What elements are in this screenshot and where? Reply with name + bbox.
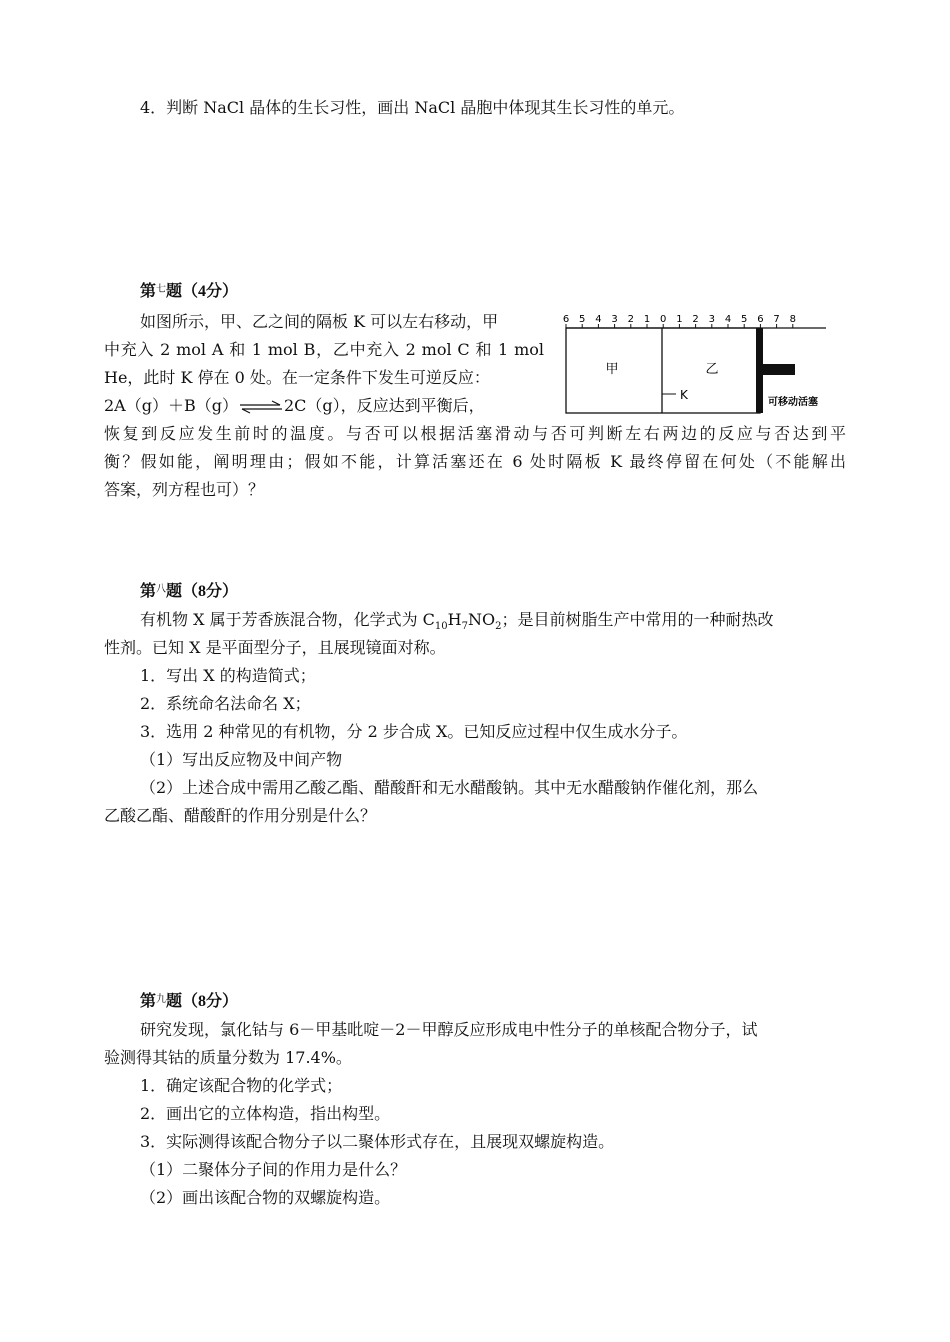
q7-title-pre: 第 — [140, 283, 157, 300]
q9-title-pre: 第 — [140, 993, 157, 1010]
scale-tick-label: 6 — [757, 314, 764, 325]
q9-item-3: 3．实际测得该配合物分子以二聚体形式存在，且展现双螺旋构造。 — [140, 1132, 615, 1151]
q9-title-post: 题（8分） — [166, 993, 239, 1010]
q8-intro-a: 有机物 X 属于芳香族混合物，化学式为 C — [140, 610, 435, 629]
q7-line-1: 如图所示，甲、乙之间的隔板 K 可以左右移动，甲 — [140, 312, 499, 331]
q8-intro-b: ；是目前树脂生产中常用的一种耐热改 — [501, 610, 774, 629]
q8-item-3: 3．选用 2 种常见的有机物，分 2 步合成 X。已知反应过程中仅生成水分子。 — [140, 722, 688, 741]
q7-eq-right: 2C（g），反应达到平衡后， — [283, 396, 485, 415]
chamber-jia-label: 甲 — [605, 362, 619, 377]
scale-tick-label: 0 — [660, 314, 667, 325]
q9-title-num: 九 — [156, 994, 167, 1005]
scale-tick-label: 1 — [643, 314, 651, 325]
q8-line-2: 性剂。已知 X 是平面型分子，且展现镜面对称。 — [104, 638, 446, 657]
scale-tick-label: 7 — [773, 314, 780, 325]
scale-tick-label: 3 — [611, 314, 618, 325]
q8-title-pre: 第 — [140, 583, 157, 600]
chamber-yi-label: 乙 — [705, 362, 719, 377]
scale-tick-label: 8 — [789, 314, 796, 325]
q7-title-post: 题（4分） — [166, 283, 239, 300]
q7-equation — [104, 394, 485, 418]
q7-para-3: 答案，列方程也可）？ — [104, 480, 265, 499]
q8-intro — [140, 608, 773, 639]
q8-item-5-line-2: 乙酸乙酯、醋酸酐的作用分别是什么？ — [104, 806, 377, 825]
q8-item-4: （1）写出反应物及中间产物 — [140, 750, 343, 769]
piston-plate[interactable] — [756, 328, 763, 413]
q8-title-post: 题（8分） — [166, 583, 239, 600]
piston-rod[interactable] — [763, 364, 795, 375]
q9-line-1: 研究发现，氯化钴与 6－甲基吡啶－2－甲醇反应形成电中性分子的单核配合物分子，试 — [140, 1020, 758, 1039]
q8-item-1: 1．写出 X 的构造简式； — [140, 666, 316, 685]
formula-sub-7: 7 — [461, 621, 468, 633]
q8-title — [140, 580, 238, 606]
formula-sub-2: 2 — [495, 621, 502, 633]
q9-item-4: （1）二聚体分子间的作用力是什么？ — [140, 1160, 407, 1179]
q7-para-2: 衡？假如能，阐明理由；假如不能，计算活塞还在 6 处时隔板 K 最终停留在何处（不能解出 — [104, 452, 846, 471]
q8-title-num: 八 — [156, 584, 167, 595]
scale-tick-label: 6 — [562, 314, 570, 325]
formula-sub-10: 10 — [434, 621, 448, 633]
q9-line-2: 验测得其钴的质量分数为 17.4%。 — [104, 1048, 352, 1067]
q7-line-2: 中充入 2 mol A 和 1 mol B，乙中充入 2 mol C 和 1 mol — [104, 340, 544, 359]
formula-no: NO — [467, 610, 496, 629]
partition-k-label: K — [680, 388, 688, 402]
q4-item: 4．判断 NaCl 晶体的生长习性，画出 NaCl 晶胞中体现其生长习性的单元。 — [140, 98, 685, 117]
piston-label: 可移动活塞 — [768, 397, 818, 408]
scale-tick-label: 4 — [724, 314, 732, 325]
q7-para-1: 恢复到反应发生前时的温度。与否可以根据活塞滑动与否可判断左右两边的反应与否达到平 — [104, 424, 846, 443]
scale-tick-label: 5 — [579, 314, 586, 325]
q9-title — [140, 990, 238, 1016]
scale-tick-label: 3 — [708, 314, 715, 325]
q7-line-3: He，此时 K 停在 0 处。在一定条件下发生可逆反应： — [104, 368, 490, 387]
q9-item-2: 2．画出它的立体构造，指出构型。 — [140, 1104, 391, 1123]
q7-title-num: 七 — [156, 284, 167, 295]
q9-item-5: （2）画出该配合物的双螺旋构造。 — [140, 1188, 391, 1207]
q9-item-1: 1．确定该配合物的化学式； — [140, 1076, 343, 1095]
piston-apparatus-diagram — [560, 312, 830, 418]
q7-title — [140, 280, 238, 306]
scale-tick-label: 2 — [692, 314, 699, 325]
scale-tick-label: 2 — [627, 314, 634, 325]
scale-tick-label: 4 — [595, 314, 602, 325]
formula-h: H — [447, 610, 462, 629]
container-box — [566, 328, 760, 413]
scale-tick-label: 1 — [676, 314, 683, 325]
q8-item-5-line-1: （2）上述合成中需用乙酸乙酯、醋酸酐和无水醋酸钠。其中无水醋酸钠作催化剂，那么 — [140, 778, 759, 797]
q8-item-2: 2．系统命名法命名 X； — [140, 694, 311, 713]
q7-eq-left: 2A（g）＋B（g） — [104, 396, 238, 415]
scale-tick-label: 5 — [741, 314, 748, 325]
scale-tick-labels — [563, 314, 796, 325]
equilibrium-arrow-icon — [238, 400, 284, 414]
